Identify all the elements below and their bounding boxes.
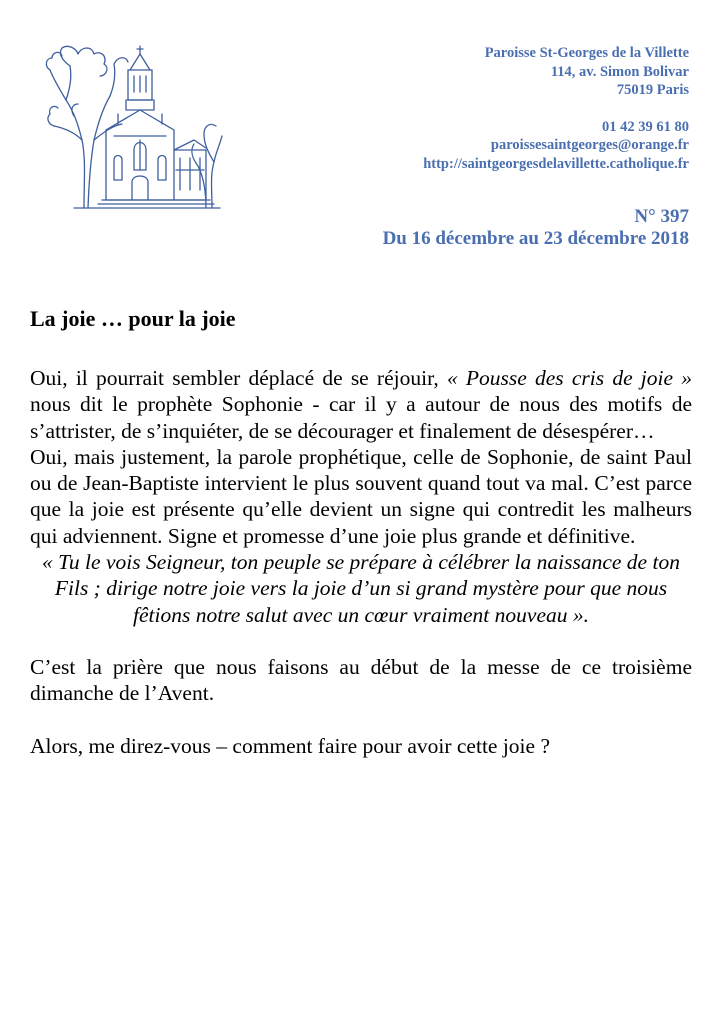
issue-number: N° 397	[634, 206, 689, 227]
prayer-quote: « Tu le vois Seigneur, ton peuple se prépare à célébrer la naissance de ton Fils ; dirige notre joie vers la joie d’un si grand mystère pour que nous fêtions notre salut avec un cœur vraiment nouveau ».	[42, 550, 680, 627]
email-link[interactable]: paroissesaintgeorges@orange.fr	[490, 137, 689, 153]
spacer	[269, 100, 689, 118]
issue-block	[189, 206, 689, 250]
paragraph-intro-quote: « Pousse des cris de joie »	[446, 366, 692, 390]
address-street: 114, av. Simon Bolivar	[550, 63, 689, 80]
paragraph-intro-start: Oui, il pourrait sembler déplacé de se réjouir,	[30, 366, 447, 390]
phone-number: 01 42 39 61 80	[602, 118, 689, 135]
article-body	[30, 365, 692, 759]
issue-dates: Du 16 décembre au 23 décembre 2018	[382, 228, 689, 249]
paragraph-prayer-context: C’est la prière que nous faisons au début de la messe de ce troisième dimanche de l’Avent.	[30, 654, 692, 706]
paragraph-prophecy: Oui, mais justement, la parole prophétique, celle de Sophonie, de saint Paul ou de Jean-Baptiste intervient le plus souvent quand tout va mal. C’est parce que la joie est présente qu’elle devient un signe qui contredit les malheurs qui adviennent. Signe et promesse d’une joie plus grande et définitive.	[30, 444, 692, 548]
paragraph-intro-end: nous dit le prophète Sophonie - car il y a autour de nous des motifs de s’attrister, de s’inquiéter, de se décourager et finalement de désespérer…	[30, 392, 692, 443]
website-link[interactable]: http://saintgeorgesdelavillette.catholique.fr	[423, 155, 689, 172]
parish-name: Paroisse St-Georges de la Villette	[484, 45, 689, 61]
church-drawing-icon	[44, 40, 224, 212]
paragraph-question: Alors, me direz-vous – comment faire pour avoir cette joie ?	[30, 733, 550, 758]
address-city: 75019 Paris	[616, 82, 689, 98]
paragraph-intro	[30, 365, 692, 444]
article-title: La joie … pour la joie	[30, 306, 236, 331]
parish-contact-block	[269, 44, 689, 173]
